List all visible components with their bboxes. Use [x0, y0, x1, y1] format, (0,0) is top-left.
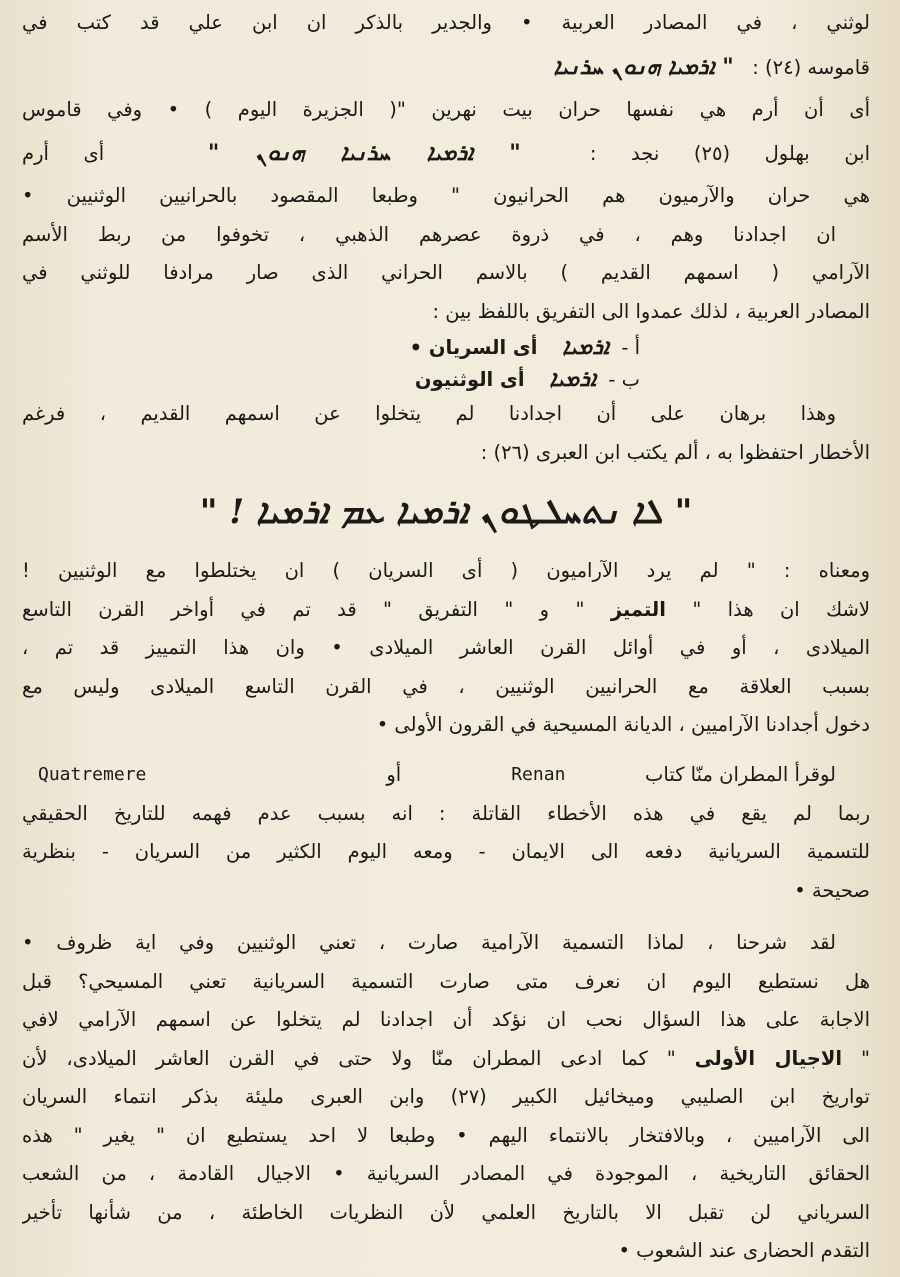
- text-fragment: لوقرأ المطران منّا كتاب: [645, 762, 836, 786]
- text-line-3: أى أن أرم هي نفسها حران بيت نهرين "( الجزيرة اليوم ) • وفي قاموس: [22, 97, 870, 121]
- syriac-quote-inline: " ܐܪܡܝܐ ܗܢܘܢ ܚܪܢܝܐ: [553, 53, 734, 80]
- text-line-24: تواريخ ابن الصليبي وميخائيل الكبير (٢٧) وابن العبرى مليئة بذكر انتماء السريان: [22, 1085, 870, 1108]
- text-line-8: المصادر العربية ، لذلك عمدوا الى التفريق باللفظ بين :: [432, 299, 870, 323]
- text-line-19: صحيحة •: [794, 878, 870, 902]
- text-line-9: وهذا برهان على أن اجدادنا لم يتخلوا عن اسمهم القديم ، فرغم: [22, 402, 836, 425]
- text-line-14: بسبب العلاقة مع الحرانيين الوثنيين ، في القرن التاسع الميلادى وليس مع: [22, 674, 870, 698]
- text-line-22: الاجابة على هذا السؤال نحب ان نؤكد أن اجدادنا لم يتخلوا عن اسمهم الآرامي لافي: [22, 1008, 870, 1031]
- text-fragment: ": [842, 1046, 870, 1070]
- author-name-quatremere: Quatremere: [38, 763, 147, 785]
- text-line-23: [22, 1040, 870, 1079]
- text-fragment: أى أرم: [22, 142, 105, 165]
- text-line-18: للتسمية السريانية دفعه الى الايمان - ومعه اليوم الكثير من السريان - بنظرية: [22, 840, 870, 863]
- list-item-a: [22, 331, 870, 363]
- text-line-2: [22, 43, 870, 91]
- text-line-21: هل نستطيع اليوم ان نعرف متى صارت التسمية السريانية تعني المسيحي؟ قبل: [22, 969, 870, 993]
- text-line-13: الميلادى ، أو في أوائل القرن العاشر الميلادى • وان هذا التمييز قد تم ،: [22, 636, 870, 659]
- text-line-4: [22, 129, 870, 177]
- syriac-quote-inline: " ܐܪܡܝܐ ܚܪܢܝܐ ܗܢܘܢ ": [207, 140, 521, 166]
- syriac-word: ܐܪܡܝܐ: [562, 334, 609, 360]
- list-letter: أ -: [621, 336, 640, 359]
- author-name-renan: Renan: [511, 763, 566, 785]
- syriac-word: ܐܪܡܝܐ: [549, 366, 596, 392]
- list-gloss: أى السريان •: [409, 336, 538, 359]
- text-line-5: هي حران والآرميون هم الحرانيون " وطبعا المقصود بالحرانيين الوثنيين •: [22, 184, 870, 207]
- list-letter: ب -: [608, 368, 640, 391]
- text-fragment: أو: [386, 762, 402, 786]
- list-gloss: أى الوثنيون: [414, 368, 525, 391]
- text-line-28: التقدم الحضارى عند الشعوب •: [618, 1239, 870, 1262]
- text-fragment: لاشك ان هذا ": [692, 597, 870, 621]
- text-line-25: الى الآراميين ، وبالافتخار بالانتماء اليهم • وطبعا لا احد يستطيع ان " يغير " هذه: [22, 1123, 870, 1147]
- syriac-quote-block: " ܠܐ ܢܬܚܠܛܘܢ ܐܪܡܝܐ ܥܡ ܐܪܡܝܐ ! ": [199, 492, 693, 532]
- text-line-12: [22, 591, 870, 630]
- text-line-17: ربما لم يقع في هذه الأخطاء القاتلة : انه بسبب عدم فهمه للتاريخ الحقيقي: [22, 801, 870, 825]
- text-line-20: لقد شرحنا ، لماذا التسمية الآرامية صارت ، تعني الوثنيين وفي اية ظروف •: [22, 931, 836, 954]
- emphasis-term: الاجيال الأولى: [694, 1046, 843, 1070]
- text-line-7: الآرامي ( اسمهم القديم ) بالاسم الحراني الذى صار مرادفا للوثني في: [22, 261, 870, 284]
- text-fragment: " و " التفريق " قد تم في أواخر القرن التاسع: [22, 597, 585, 621]
- text-fragment: " كما ادعى المطران منّا ولا حتى في القرن العاشر الميلادى، لأن: [22, 1046, 695, 1070]
- text-line-1: لوثني ، في المصادر العربية • والجدير بالذكر ان ابن علي قد كتب في: [22, 11, 870, 34]
- text-fragment: ابن بهلول (٢٥) نجد :: [589, 142, 870, 165]
- text-line-26: الحقائق التاريخية ، الموجودة في المصادر السريانية • الاجيال القادمة ، من الشعب: [22, 1162, 870, 1185]
- text-line-11: ومعناه : " لم يرد الآراميون ( أى السريان ) ان يختلطوا مع الوثنيين !: [22, 559, 870, 582]
- text-fragment: قاموسه (٢٤) :: [752, 55, 870, 79]
- text-line-16: [22, 755, 870, 795]
- list-item-b: [22, 363, 870, 395]
- text-line-27: السرياني لن تقبل الا بالتاريخ العلمي لأن النظريات الخاطئة ، من شأنها تأخير: [22, 1200, 870, 1224]
- text-line-6: ان اجدادنا وهم ، في ذروة عصرهم الذهبي ، تخوفوا من ربط الأسم: [22, 222, 836, 246]
- emphasis-term: التميز: [610, 597, 666, 621]
- text-line-15: دخول أجدادنا الآراميين ، الديانة المسيحية في القرون الأولى •: [376, 713, 870, 736]
- text-line-10: الأخطار احتفظوا به ، ألم يكتب ابن العبرى (٢٦) :: [480, 440, 870, 464]
